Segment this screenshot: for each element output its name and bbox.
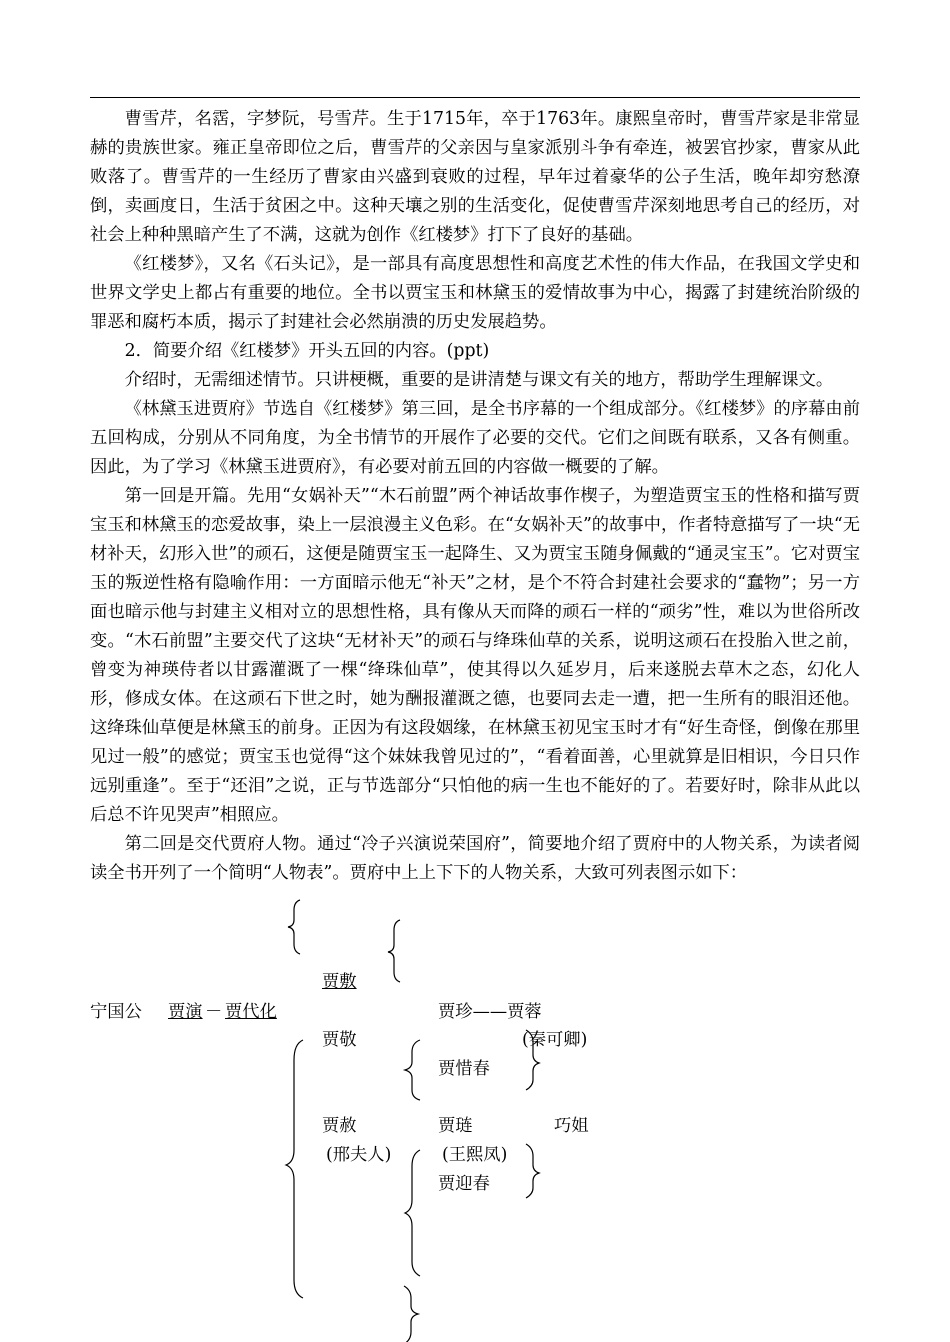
bracket-small-left [288,900,300,954]
bracket-she-left [405,1150,420,1276]
tree-jia-zhen: 贾珍——贾蓉 [438,1002,542,1022]
paragraph-lin-daiyu: 《林黛玉进贾府》节选自《红楼梦》第三回，是全书序幕的一个组成部分。《红楼梦》的序幕由前五回构成，分别从不同角度，为全书情节的开展作了必要的交代。它们之间既有联系，又各有侧重。因此，为了学习《林黛玉进贾府》，有必要对前五回的内容做一概要的了解。 [90,399,860,477]
paragraph-cao-xueqin: 曹雪芹，名霑，字梦阮，号雪芹。生于1715年，卒于1763年。康熙皇帝时，曹雪芹家是非常显赫的贵族世家。雍正皇帝即位之后，曹雪芹的父亲因与皇家派别斗争有牵连，被罢官抄家，曹家从此败落了。曹雪芹的一生经历了曹家由兴盛到衰败的过程，早年过着豪华的公子生活，晚年却穷愁潦倒，卖画度日，生活于贫困之中。这种天壤之别的生活变化，促使曹雪芹深刻地思考自己的经历，对社会上种种黑暗产生了不满，这就为创作《红楼梦》打下了良好的基础。 [90,109,860,245]
tree-jia-xichun: 贾惜春 [438,1059,490,1079]
bracket-yingchun-right [526,1144,539,1198]
tree-jia-yan: 贾演 [168,1002,203,1022]
tree-jia-lian: 贾琏 [438,1116,473,1136]
tree-jia-yingchun: 贾迎春 [438,1174,490,1194]
tree-ningguogong: 宁国公 [90,1002,142,1022]
paragraph-chapter-2: 第二回是交代贾府人物。通过“冷子兴演说荣国府”，简要地介绍了贾府中的人物关系，为读者阅读全书开列了一个简明“人物表”。贾府中上上下下的人物关系，大致可列表图示如下： [90,834,860,883]
bracket-xichun-right [526,1030,539,1090]
paragraph-section-2-heading: 2．简要介绍《红楼梦》开头五回的内容。(ppt) [124,341,490,361]
tree-jia-she: 贾赦 [322,1116,357,1136]
tree-xing-furen: (邢夫人) [326,1145,392,1165]
tree-jia-jing: 贾敬 [322,1030,357,1050]
bracket-xichun-left [405,1040,420,1100]
tree-qiaojie: 巧姐 [554,1116,589,1136]
tree-qin-keqing: (秦可卿) [522,1030,588,1050]
bracket-bottom [404,1286,418,1342]
tree-dash: － [205,1002,223,1022]
paragraph-hongloumeng: 《红楼梦》，又名《石头记》，是一部具有高度思想性和高度艺术性的伟大作品，在我国文学史和世界文学史上都占有重要的地位。全书以贾宝玉和林黛玉的爱情故事为中心，揭露了封建统治阶级的罪恶和腐朽本质，揭示了封建社会必然崩溃的历史发展趋势。 [90,254,860,332]
bracket-small-right [388,920,400,982]
paragraph-chapter-1: 第一回是开篇。先用“女娲补天”“木石前盟”两个神话故事作楔子，为塑造贾宝玉的性格和描写贾宝玉和林黛玉的恋爱故事，染上一层浪漫主义色彩。在“女娲补天”的故事中，作者特意描写了一块“无材补天，幻形入世”的顽石，这便是随贾宝玉一起降生、又为贾宝玉随身佩戴的“通灵宝玉”。它对贾宝玉的叛逆性格有隐喻作用：一方面暗示他无“补天”之材，是个不符合封建社会要求的“蠢物”；另一方面也暗示他与封建主义相对立的思想性格，具有像从天而降的顽石一样的“顽劣”性，难以为世俗所改变。“木石前盟”主要交代了这块“无材补天”的顽石与绛珠仙草的关系，说明这顽石在投胎入世之前，曾变为神瑛侍者以甘露灌溉了一棵“绛珠仙草”，使其得以久延岁月，后来遂脱去草木之态，幻化人形，修成女体。在这顽石下世之时，她为酬报灌溉之德，也要同去走一遭，把一生所有的眼泪还他。这绛珠仙草便是林黛玉的前身。正因为有这段姻缘，在林黛玉初见宝玉时才有“好生奇怪，倒像在那里见过一般”的感觉；贾宝玉也觉得“这个妹妹我曾见过的”，“看着面善，心里就算是旧相识，今日只作远别重逢”。至于“还泪”之说，正与节选部分“只怕他的病一生也不能好的了。若要好时，除非从此以后总不许见哭声”相照应。 [90,486,860,825]
tree-jia-daihua: 贾代化 [225,1002,277,1022]
tree-wang-xifeng: (王熙凤) [442,1145,508,1165]
bracket-large-left [286,1040,303,1298]
paragraph-intro-note: 介绍时，无需细述情节。只讲梗概，重要的是讲清楚与课文有关的地方，帮助学生理解课文。 [124,370,834,390]
tree-jia-fu: 贾敷 [322,972,357,992]
